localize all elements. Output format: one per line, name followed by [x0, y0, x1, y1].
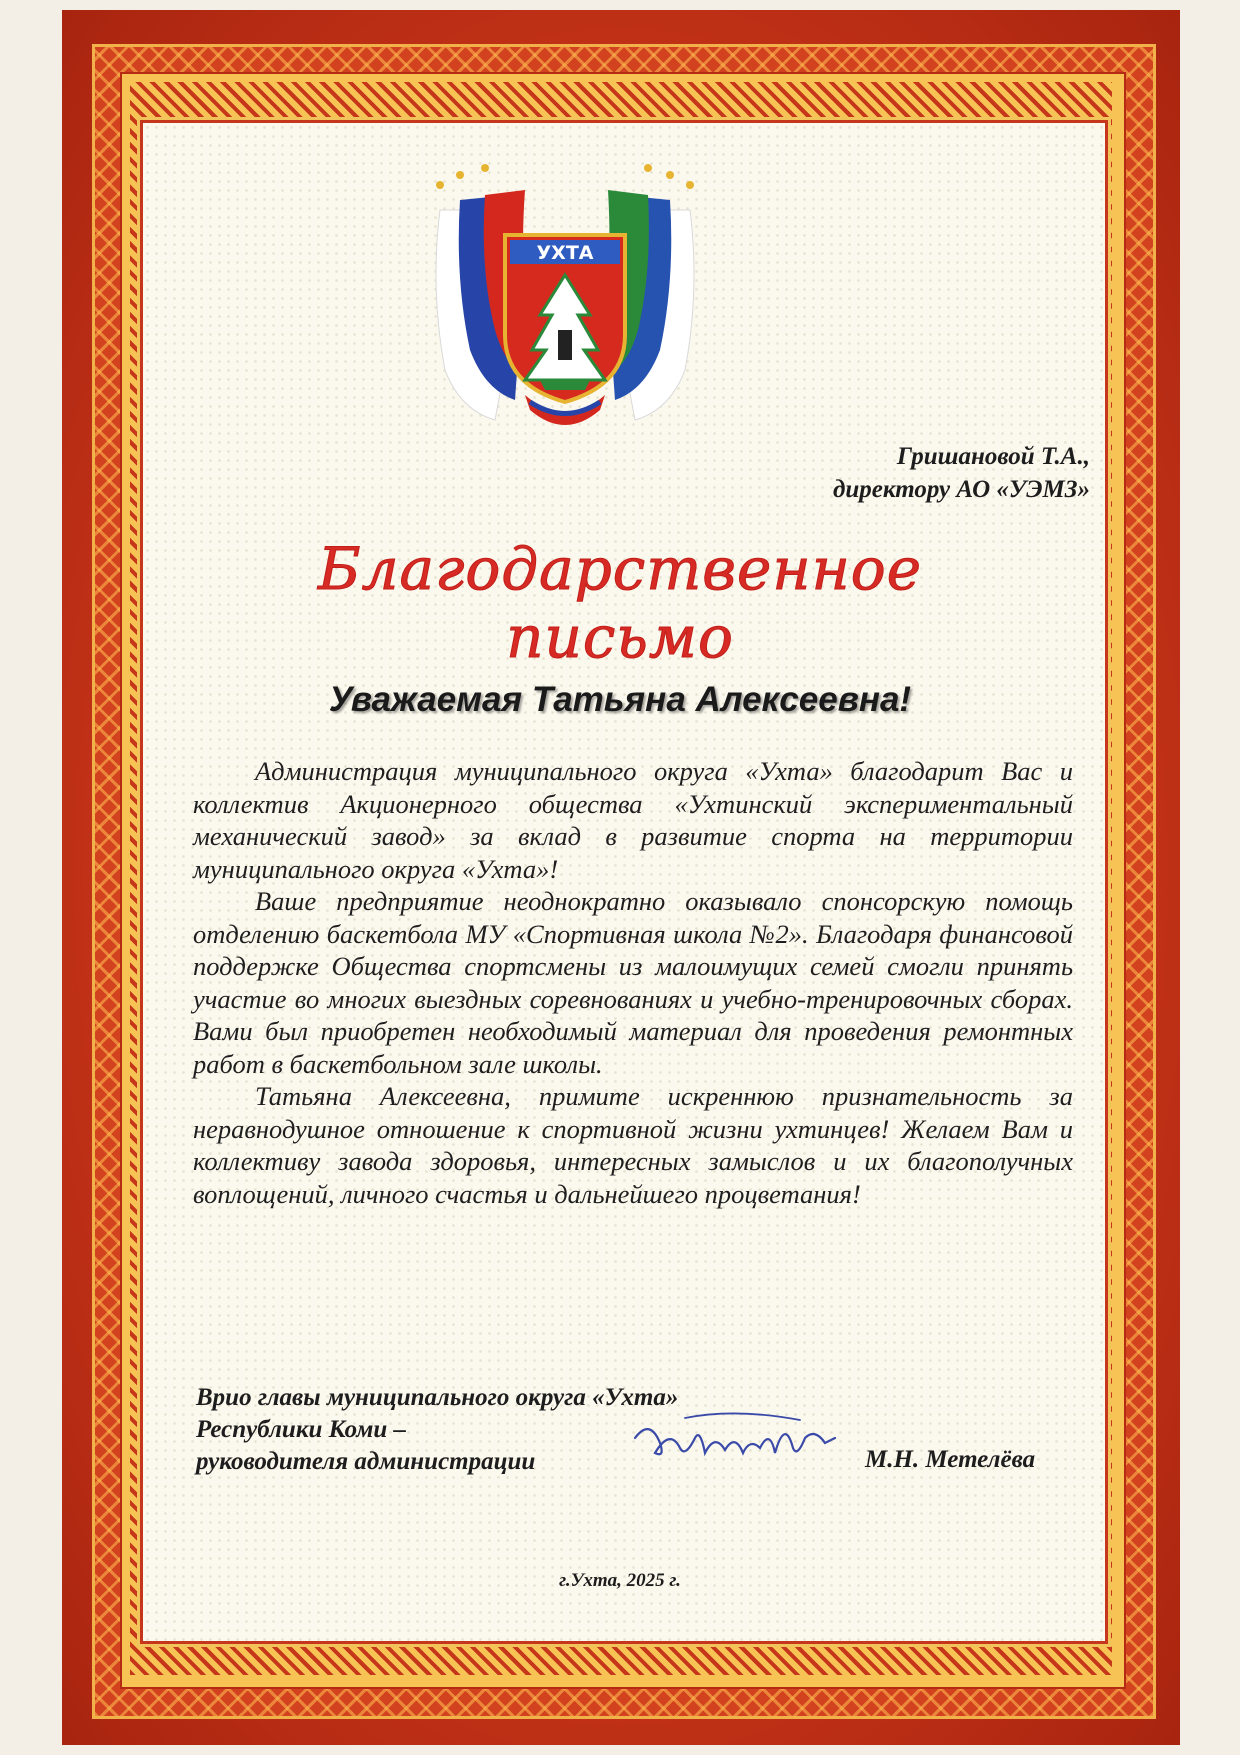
signatory-title: [196, 1382, 678, 1478]
paragraph-2: Ваше предприятие неоднократно оказывало спонсорскую помощь отделению баскетбола МУ «Спортивная школа №2». Благодаря финансовой поддержке Общества спортсмены из малоимущих семей смогли принять участие во многих выездных соревнованиях и учебно-тренировочных сборах. Вами был приобретен необходимый материал для проведения ремонтных работ в баскетбольном зале школы.: [193, 886, 1073, 1079]
letter-text: [193, 755, 1073, 1210]
greeting: Уважаемая Татьяна Алексеевна!: [328, 680, 912, 719]
paragraph-1: Администрация муниципального округа «Ухта» благодарит Вас и коллектив Акционерного общества «Ухтинский экспериментальный механический завод» за вклад в развитие спорта на территории муниципального округа «Ухта»!: [193, 756, 1073, 884]
document-title: Благодарственное письмо: [317, 535, 923, 671]
addressee-block: [833, 440, 1090, 506]
paragraph-3: Татьяна Алексеевна, примите искреннюю признательность за неравнодушное отношение к спортивной жизни ухтинцев! Желаем Вам и коллективу завода здоровья, интересных замыслов и их благополучных воплощений, личного счастья и дальнейшего процветания!: [193, 1081, 1073, 1209]
ukhta-coat-of-arms-emblem: [400, 140, 730, 440]
addressee-position: директору АО «УЭМЗ»: [832, 476, 1090, 503]
signatory-line-3: руководителя администрации: [196, 1448, 536, 1475]
signatory-line-2: Республики Коми –: [196, 1416, 406, 1443]
handwritten-signature: [625, 1398, 845, 1483]
place-and-date: г.Ухта, 2025 г.: [559, 1570, 681, 1591]
signer-name: М.Н. Метелёва: [865, 1446, 1036, 1473]
shield-text: УХТА: [536, 242, 594, 264]
signatory-line-1: Врио главы муниципального округа «Ухта»: [196, 1384, 679, 1411]
addressee-name: Гришановой Т.А.,: [896, 443, 1090, 470]
